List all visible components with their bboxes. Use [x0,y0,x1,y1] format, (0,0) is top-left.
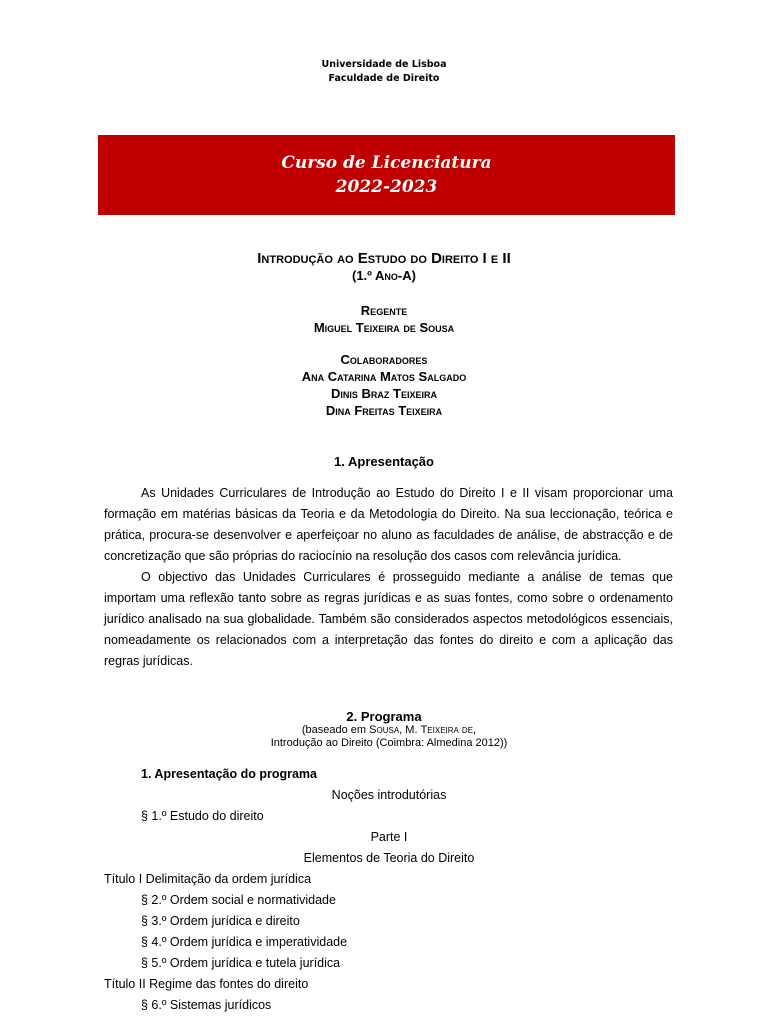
program-item-s4: § 4.º Ordem jurídica e imperatividade [141,935,348,949]
regente-block [0,302,768,336]
banner-line-1: Curso de Licenciatura [281,153,492,173]
course-banner [98,135,675,215]
source-initial: , M. [399,724,418,736]
source-suffix: , [473,724,477,736]
program-item-s2: § 2.º Ordem social e normatividade [141,893,336,907]
course-subtitle: (1.º Ano-A) [352,268,416,283]
colaboradores-label: Colaboradores [340,352,428,367]
program-item-parte1: Parte I [370,830,408,844]
banner-line-2: 2022-2023 [335,177,438,197]
program-item-elementos: Elementos de Teoria do Direito [303,851,475,865]
colaborador-name: Ana Catarina Matos Salgado [301,369,467,384]
programa-source-line-1 [0,724,768,737]
source-prefix: (baseado em [301,724,367,736]
section-heading-apresentacao: 1. Apresentação [334,454,434,469]
course-title: Introdução ao Estudo do Direito I e II [257,250,511,267]
paragraph: As Unidades Curriculares de Introdução ao Estudo do Direito I e II visam proporcionar uma formação em matérias básicas da Teoria e da Metodologia do Direito. Na sua leccionação, teórica e prática, procura-se desenvolver e aperfeiçoar no aluno as faculdades de análise, de abstracção e de concretização que são próprias do raciocínio na resolução dos casos com relevância jurídica. [104,486,673,563]
source-author-given: Teixeira de [420,724,474,736]
program-item-s6: § 6.º Sistemas jurídicos [141,998,272,1012]
program-item-title: 1. Apresentação do programa [141,767,317,781]
colaborador-name: Dina Freitas Teixeira [325,403,443,418]
colaboradores-block [0,351,768,419]
colaborador-name: Dinis Braz Teixeira [331,386,437,401]
university-name: Universidade de Lisboa [321,59,447,70]
faculty-name: Faculdade de Direito [328,73,440,84]
university-header [0,58,768,86]
regente-name: Miguel Teixeira de Sousa [313,320,455,335]
programa-source-line-2: Introdução ao Direito (Coimbra: Almedina 2012)) [270,737,508,749]
program-item-titulo1: Título I Delimitação da ordem jurídica [104,872,312,886]
program-item-titulo2: Título II Regime das fontes do direito [104,977,309,991]
program-item-s1: § 1.º Estudo do direito [141,809,264,823]
paragraph: O objectivo das Unidades Curriculares é prosseguido mediante a análise de temas que importam uma reflexão tanto sobre as regras jurídicas e as suas fontes, como sobre o ordenamento jurídico analisado na sua globalidade. Também são considerados aspectos metodológicos essenciais, nomeadamente os relacionados com a interpretação das fontes do direito e com a aplicação das regras jurídicas. [104,570,673,668]
source-author-surname: Sousa [369,724,400,736]
regente-label: Regente [360,303,408,318]
program-item-s5: § 5.º Ordem jurídica e tutela jurídica [141,956,341,970]
program-item-nocoes: Noções introdutórias [331,788,447,802]
program-item-s3: § 3.º Ordem jurídica e direito [141,914,300,928]
section-heading-programa: 2. Programa [346,709,422,724]
